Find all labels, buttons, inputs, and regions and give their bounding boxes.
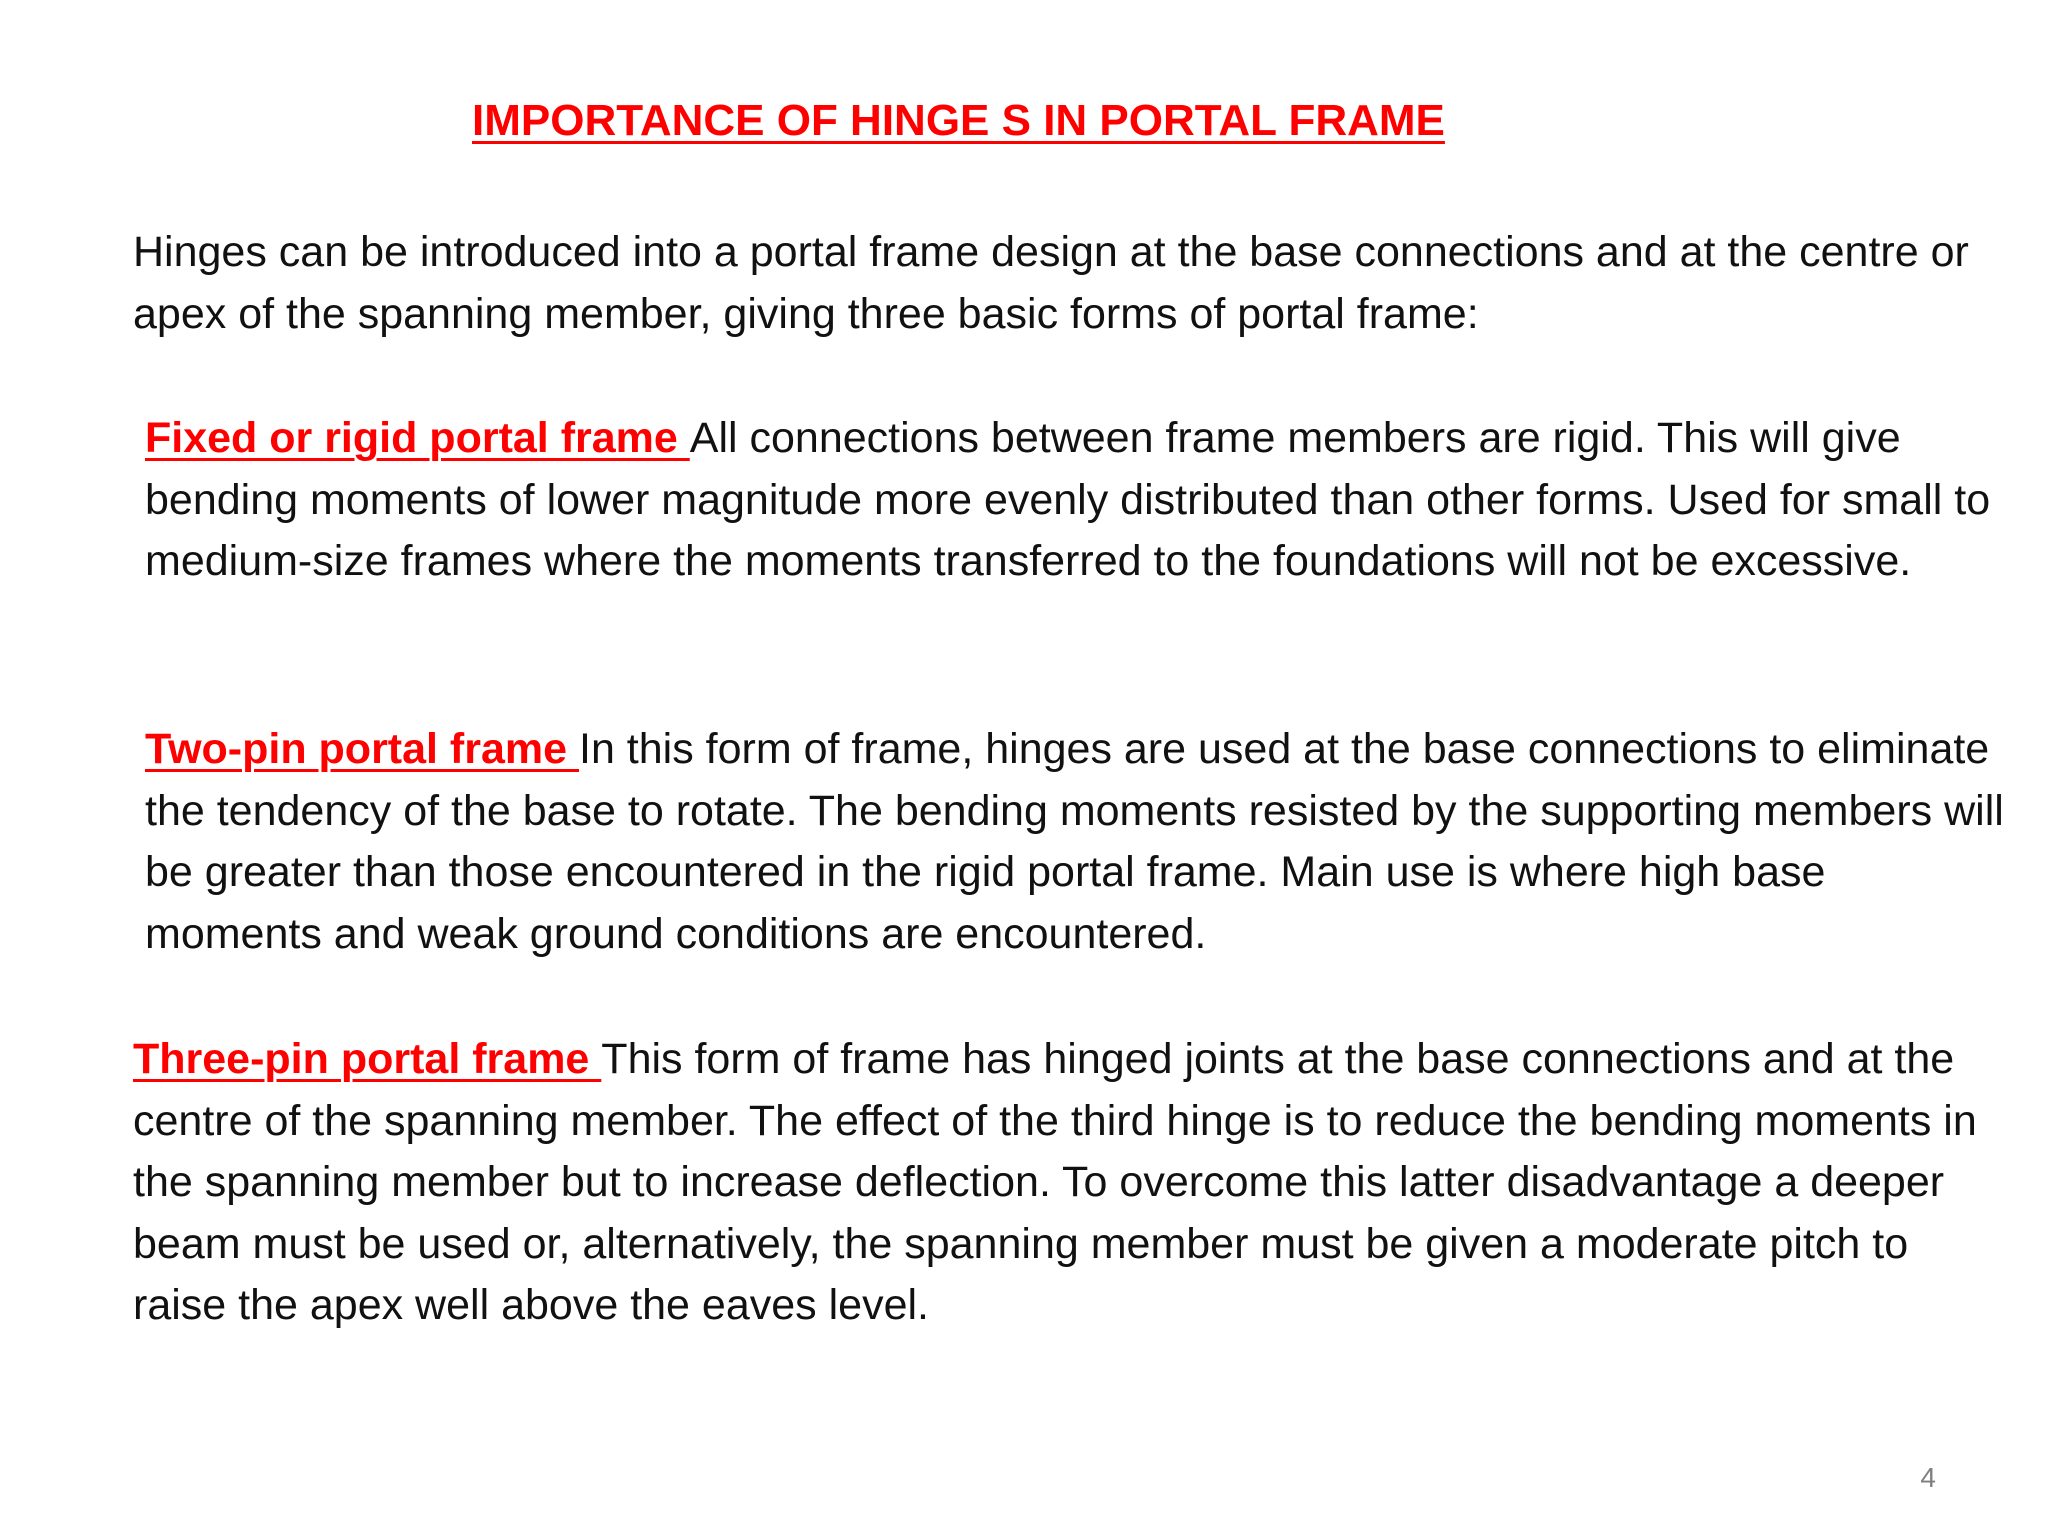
slide-title: IMPORTANCE OF HINGE S IN PORTAL FRAME — [472, 96, 1445, 145]
three-pin-portal-frame-text: This form of frame has hinged joints at the base connections and at the centre of the spanning member. The effect of the third hinge is to reduce the bending moments in the spanning member but to increase deflection. To overcome this latter disadvantage a deeper beam must be used or, alternatively, the spanning member must be given a moderate pitch to raise the apex well above the eaves level. — [133, 1035, 1977, 1329]
fixed-portal-frame-text: All connections between frame members are rigid. This will give bending moments of lower magnitude more evenly distributed than other forms. Used for small to medium-size frames where the moments transferred to the foundations will not be excessive. — [145, 414, 1991, 585]
page-number: 4 — [1920, 1462, 1936, 1493]
three-pin-portal-frame-term: Three-pin portal frame — [133, 1035, 602, 1083]
two-pin-portal-frame-paragraph — [133, 719, 2005, 965]
fixed-portal-frame-term: Fixed or rigid portal frame — [145, 414, 690, 462]
three-pin-portal-frame-paragraph — [133, 1029, 1993, 1337]
intro-paragraph: Hinges can be introduced into a portal frame design at the base connections and at the centre or apex of the spanning member, giving three basic forms of portal frame: — [133, 228, 1969, 338]
fixed-portal-frame-paragraph — [133, 408, 2005, 593]
two-pin-portal-frame-text: In this form of frame, hinges are used at the base connections to eliminate the tendency of the base to rotate. The bending moments resisted by the supporting members will be greater than those encountered in the rigid portal frame. Main use is where high base moments and weak ground conditions are encountered. — [145, 725, 2004, 958]
two-pin-portal-frame-term: Two-pin portal frame — [145, 725, 579, 773]
